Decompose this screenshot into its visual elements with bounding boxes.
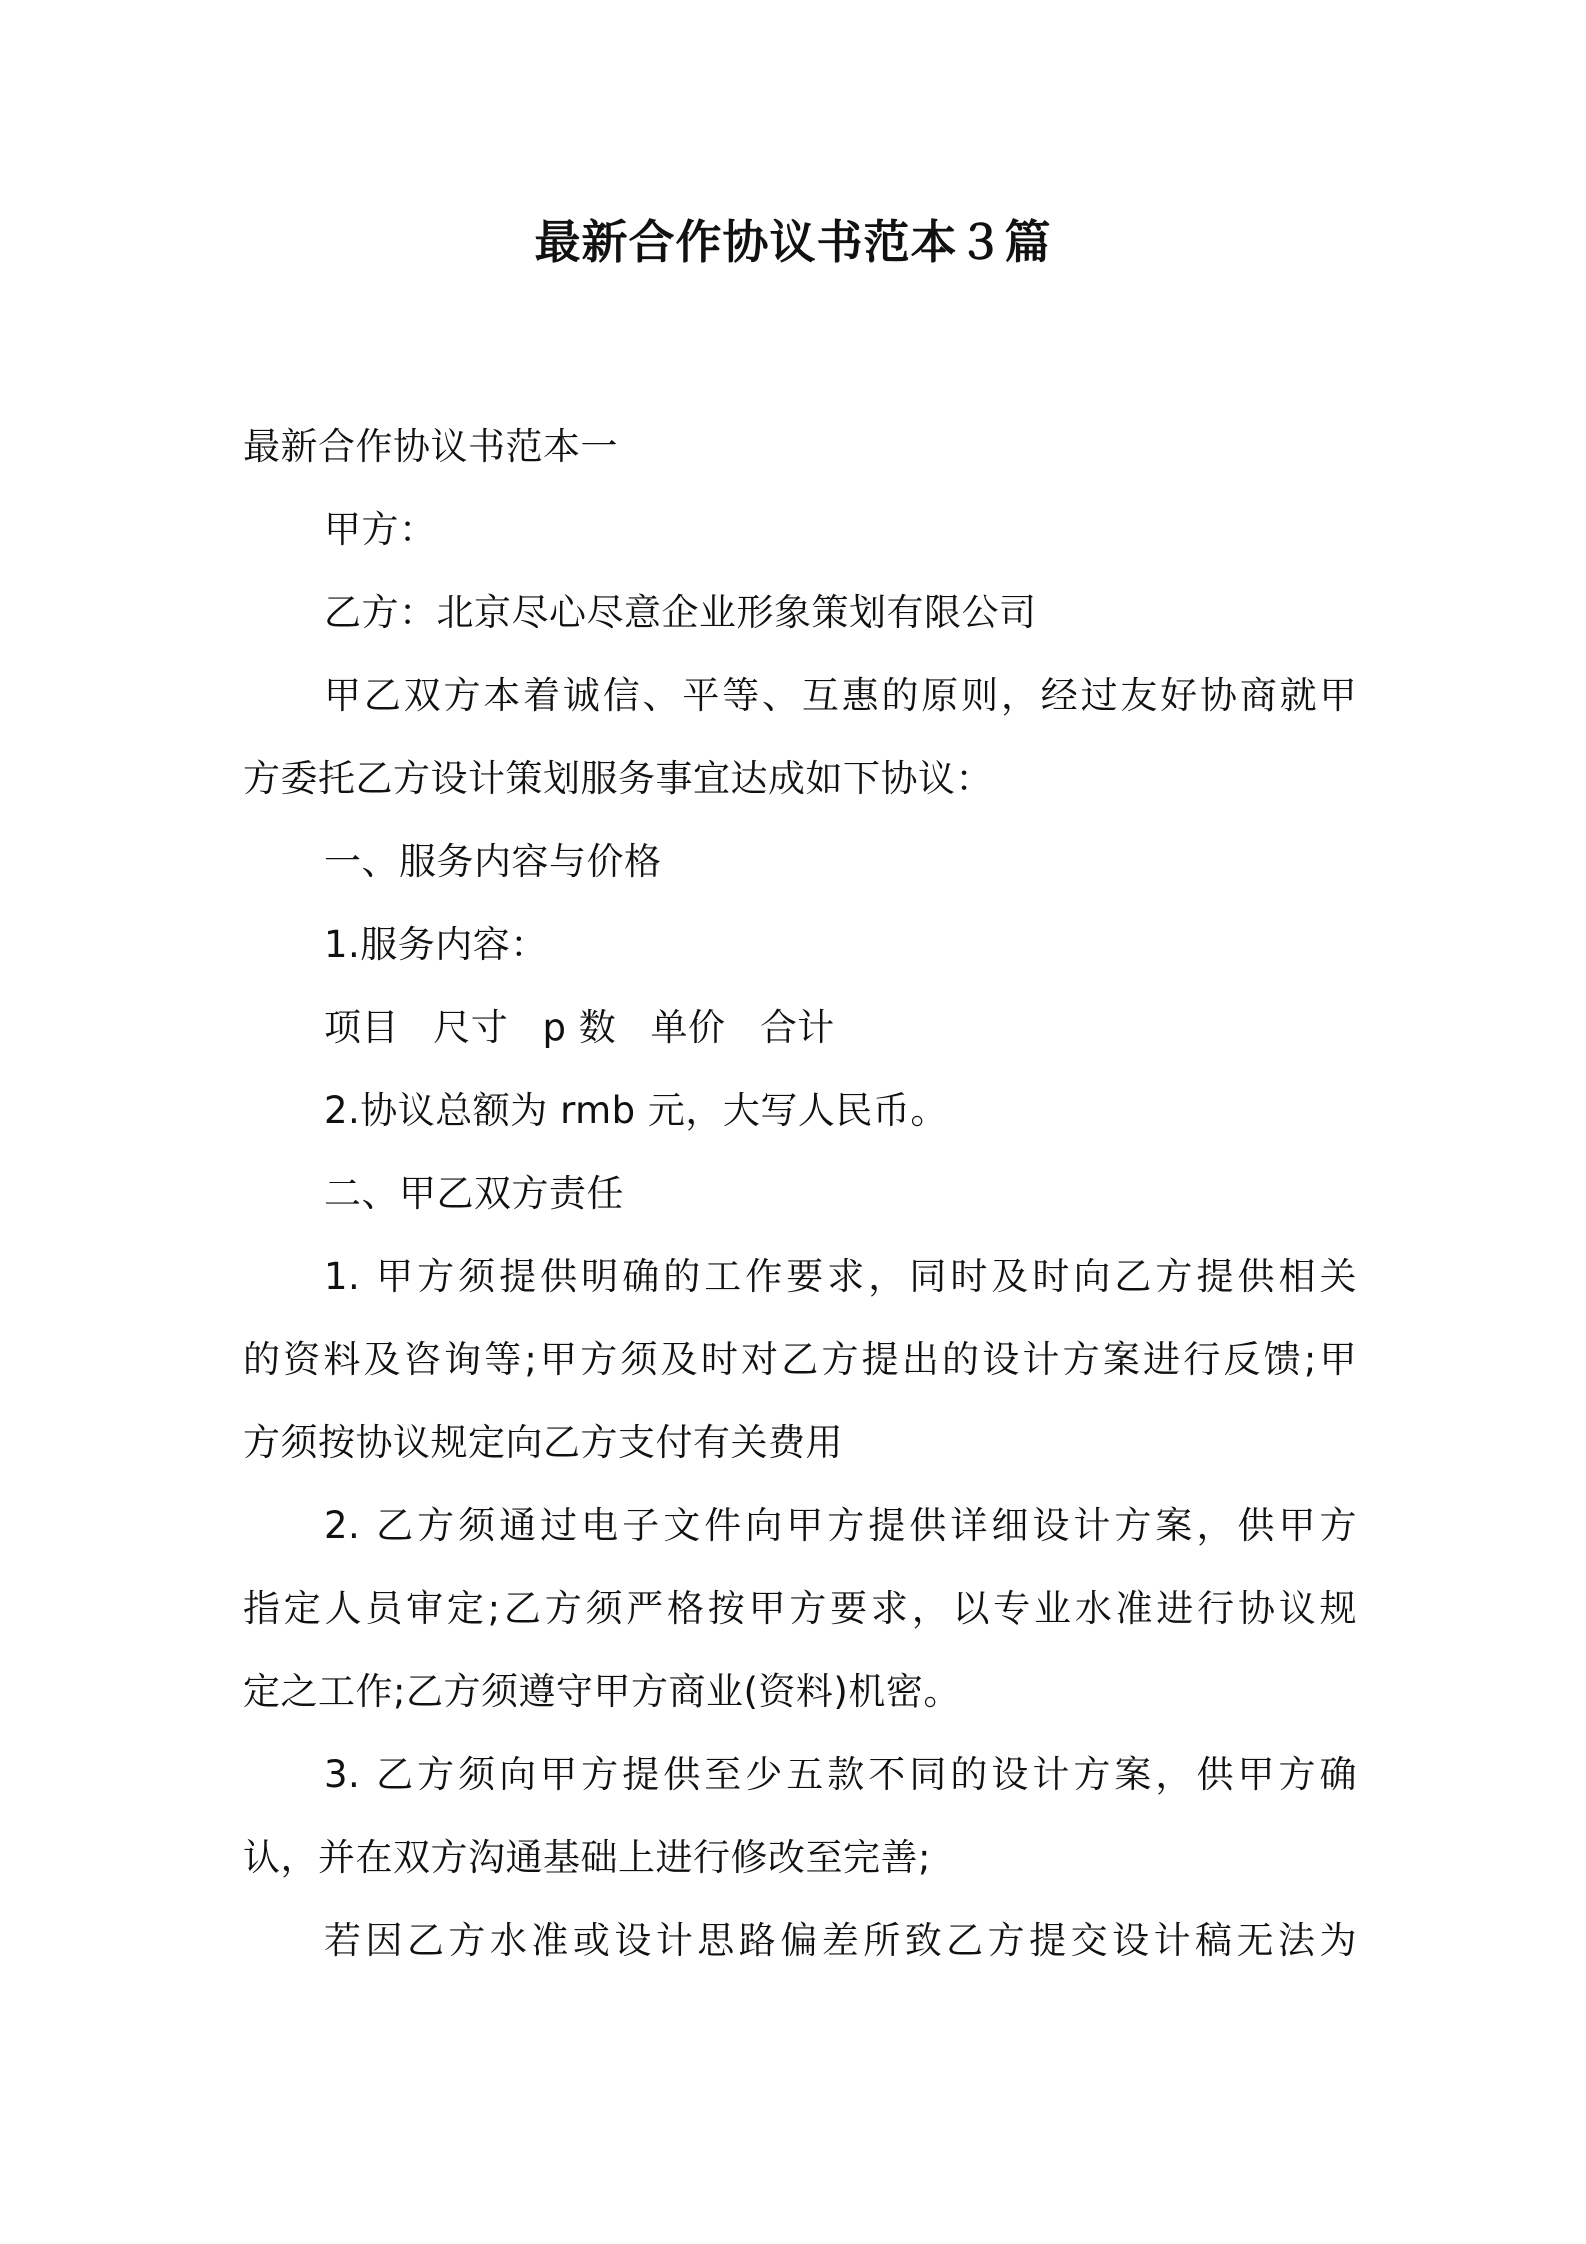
clause-line: 若因乙方水准或设计思路偏差所致乙方提交设计稿无法为	[324, 1919, 1357, 1962]
intro-paragraph-line: 甲乙双方本着诚信、平等、互惠的原则，经过友好协商就甲	[324, 674, 1357, 717]
clause-line: 3. 乙方须向甲方提供至少五款不同的设计方案，供甲方确	[324, 1753, 1357, 1796]
section1-heading: 一、服务内容与价格	[324, 840, 662, 883]
table-column-pages: p 数	[542, 1006, 617, 1049]
clause-line: 的资料及咨询等;甲方须及时对乙方提出的设计方案进行反馈;甲	[243, 1338, 1357, 1381]
clause-line: 方须按协议规定向乙方支付有关费用	[243, 1421, 843, 1464]
table-column-size: 尺寸	[433, 1006, 509, 1049]
table-column-total: 合计	[759, 1006, 835, 1049]
clause-line: 1. 甲方须提供明确的工作要求，同时及时向乙方提供相关	[324, 1255, 1357, 1298]
clause-line: 指定人员审定;乙方须严格按甲方要求，以专业水准进行协议规	[243, 1587, 1357, 1630]
table-column-item: 项目	[324, 1006, 399, 1049]
party-a-label: 甲方：	[324, 508, 437, 551]
section-heading: 最新合作协议书范本一	[243, 425, 618, 468]
clause-line: 定之工作;乙方须遵守甲方商业(资料)机密。	[243, 1670, 961, 1713]
service-table-header	[243, 986, 1357, 1069]
table-column-unit-price: 单价	[650, 1006, 726, 1049]
section2-heading: 二、甲乙双方责任	[324, 1172, 624, 1215]
service-content-label: 1.服务内容：	[324, 923, 548, 966]
document-body	[243, 405, 1357, 1982]
clause-line: 认，并在双方沟通基础上进行修改至完善;	[243, 1836, 931, 1879]
clause-line: 2. 乙方须通过电子文件向甲方提供详细设计方案，供甲方	[324, 1504, 1357, 1547]
intro-paragraph-line: 方委托乙方设计策划服务事宜达成如下协议：	[243, 757, 993, 800]
document-title: 最新合作协议书范本３篇	[534, 215, 1052, 269]
total-amount-line: 2.协议总额为 rmb 元，大写人民币。	[324, 1089, 948, 1132]
party-b-line: 乙方：北京尽心尽意企业形象策划有限公司	[324, 591, 1037, 634]
